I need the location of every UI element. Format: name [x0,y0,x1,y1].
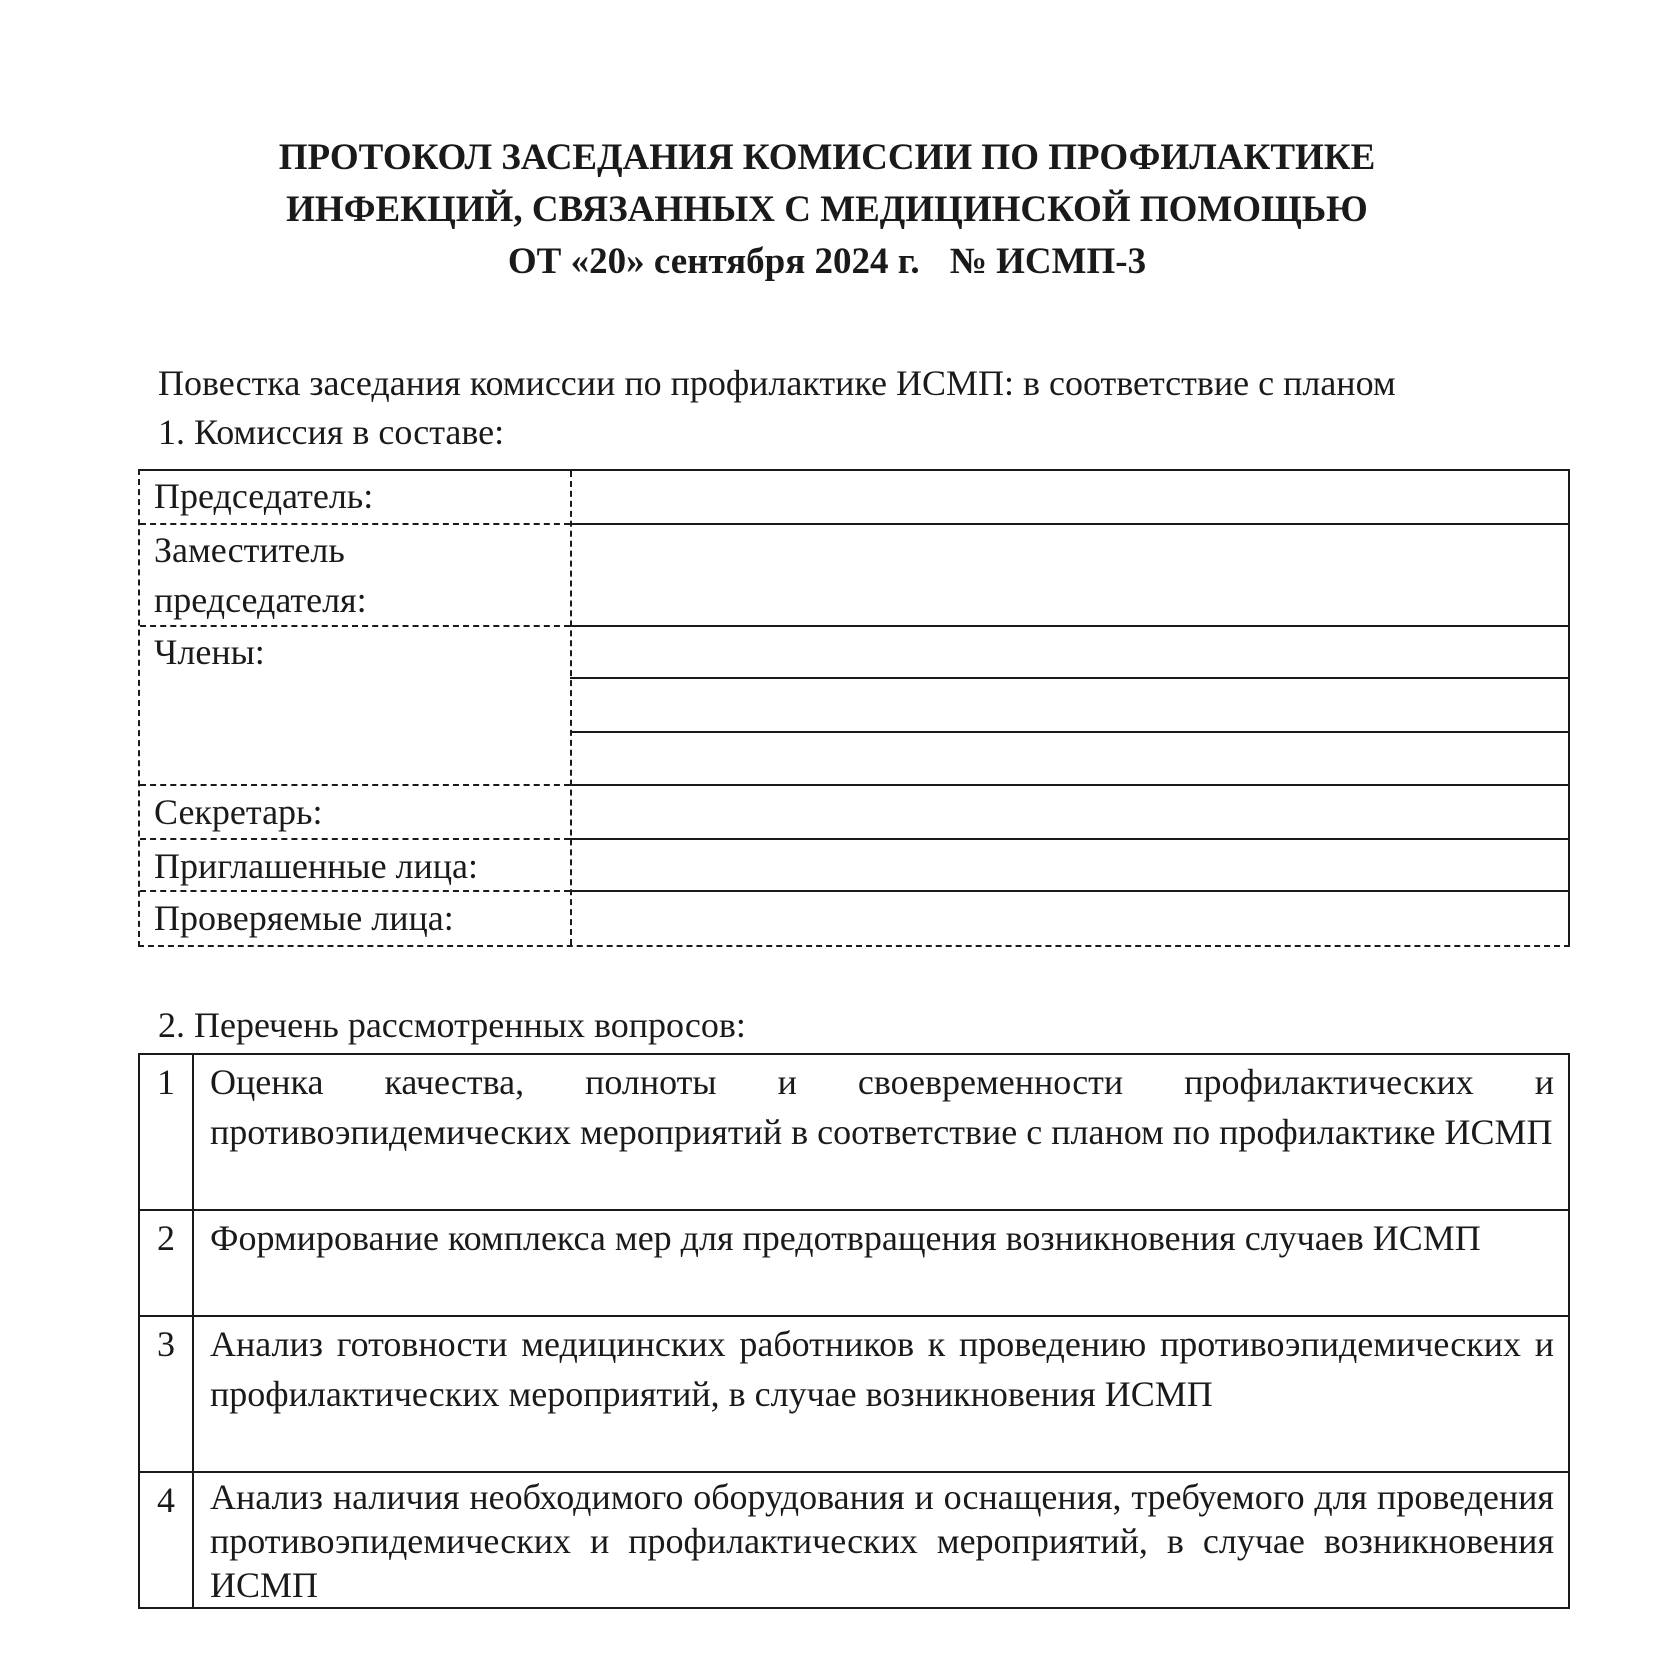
question-text: Анализ наличия необходимого оборудования и оснащения, требуемого для проведения противоэпидемических и профилактических мероприятий, в случае возникновения ИСМП [193,1472,1569,1608]
table-row [139,1472,1569,1608]
question-text: Анализ готовности медицинских работников к проведению противоэпидемических и профилактических мероприятий, в случае возникновения ИСМП [193,1316,1569,1472]
question-text: Оценка качества, полноты и своевременности профилактических и противоэпидемических мероприятий в соответствие с планом по профилактике ИСМП [193,1054,1569,1210]
title-line-3 [0,236,1654,288]
member-line [570,677,1568,679]
commission-table [138,469,1570,947]
row-separator [140,890,570,892]
table-row [139,1054,1569,1210]
row-separator [570,890,1568,892]
section-2-heading: 2. Перечень рассмотренных вопросов: [158,1005,746,1045]
row-separator [570,838,1568,840]
chairman-label: Председатель: [154,476,374,516]
member-line [570,731,1568,733]
row-separator [140,523,570,525]
questions-table [138,1053,1570,1609]
agenda-text: Повестка заседания комиссии по профилактике ИСМП: в соответствие с планом [158,363,1396,403]
row-separator [570,784,1568,786]
row-separator [140,838,570,840]
secretary-label: Секретарь: [154,792,323,832]
row-separator [140,784,570,786]
deputy-label-line2: председателя: [154,580,367,620]
question-number: 2 [139,1210,193,1316]
invited-label: Приглашенные лица: [154,846,479,886]
row-separator [570,523,1568,525]
protocol-number: № ИСМП-3 [949,241,1147,282]
question-number: 3 [139,1316,193,1472]
members-label: Члены: [154,632,265,672]
document-title [0,132,1654,288]
title-line-2: ИНФЕКЦИЙ, СВЯЗАННЫХ С МЕДИЦИНСКОЙ ПОМОЩЬЮ [286,189,1368,230]
table-row [139,1210,1569,1316]
protocol-date: ОТ «20» сентября 2024 г. [507,241,920,282]
deputy-label-line1: Заместитель [154,530,345,570]
question-number: 1 [139,1054,193,1210]
table-row [139,1316,1569,1472]
row-separator [140,625,570,627]
question-text: Формирование комплекса мер для предотвращения возникновения случаев ИСМП [193,1210,1569,1316]
row-separator [570,625,1568,627]
inspected-label: Проверяемые лица: [154,898,454,938]
question-number: 4 [139,1472,193,1608]
title-line-1: ПРОТОКОЛ ЗАСЕДАНИЯ КОМИССИИ ПО ПРОФИЛАКТИКЕ [278,137,1376,178]
section-1-heading: 1. Комиссия в составе: [158,412,505,452]
column-divider [570,471,572,945]
